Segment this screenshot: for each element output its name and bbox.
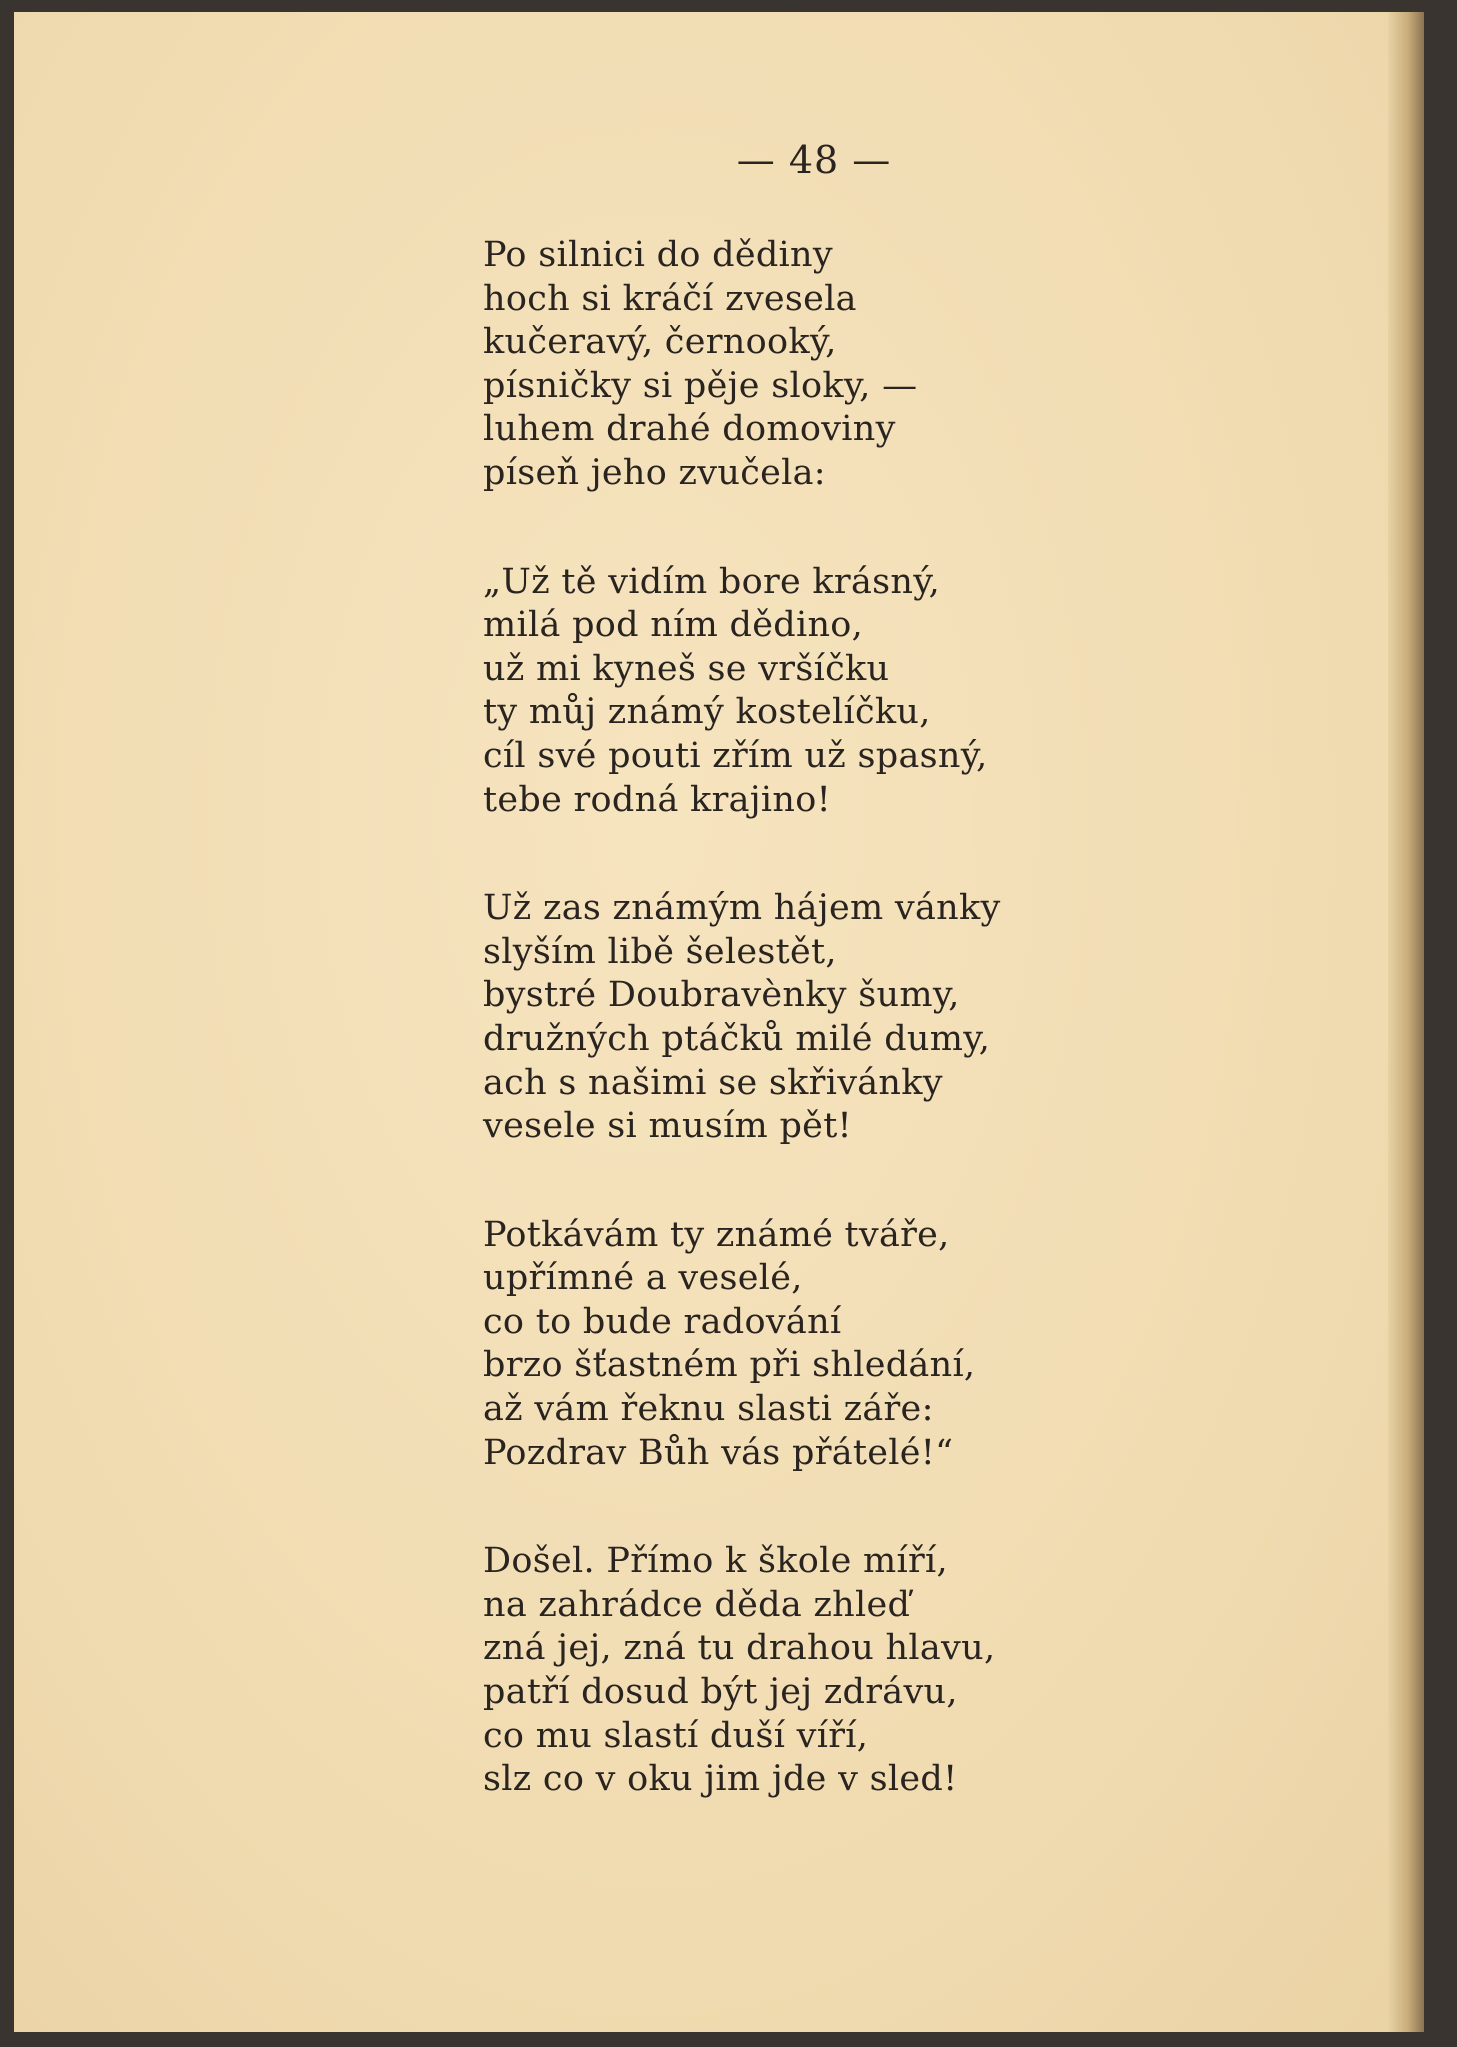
- poem-line: zná jej, zná tu drahou hlavu,: [483, 1628, 996, 1669]
- poem-line: co mu slastí duší víří,: [483, 1715, 869, 1756]
- poem-line: písničky si pěje sloky, —: [483, 365, 918, 406]
- stanza-5: [483, 1540, 1001, 1802]
- poem-line: tebe rodná krajino!: [483, 779, 831, 820]
- stanza-1: [483, 234, 1001, 496]
- poem-line: slz co v oku jim jde v sled!: [483, 1759, 958, 1800]
- poem-line: patří dosud být jej zdrávu,: [483, 1672, 958, 1713]
- page-number: — 48 —: [736, 138, 892, 182]
- poem-line: kučeravý, černooký,: [483, 322, 837, 363]
- poem-line: upřímné a veselé,: [483, 1258, 803, 1299]
- poem-line: slyším libě šelestět,: [483, 931, 837, 972]
- poem-line: až vám řeknu slasti záře:: [483, 1389, 934, 1430]
- poem-line: luhem drahé domoviny: [483, 409, 896, 450]
- stanza-3: [483, 887, 1001, 1149]
- poem-line: na zahrádce děda zhleď: [483, 1584, 911, 1625]
- poem-line: ty můj známý kostelíčku,: [483, 692, 931, 733]
- poem: [483, 234, 1001, 1802]
- book-page: [14, 12, 1424, 2032]
- poem-line: ach s našimi se skřivánky: [483, 1062, 943, 1103]
- poem-line: Po silnici do dědiny: [483, 235, 833, 275]
- poem-line: už mi kyneš se vršíčku: [483, 648, 890, 689]
- poem-line: píseň jeho zvučela:: [483, 452, 826, 493]
- poem-line: Došel. Přímo k škole míří,: [483, 1541, 948, 1582]
- poem-line: hoch si kráčí zvesela: [483, 278, 857, 319]
- poem-line: Potkávám ty známé tváře,: [483, 1214, 950, 1255]
- page-edge-shadow: [1388, 12, 1424, 2032]
- stanza-4: [483, 1214, 1001, 1476]
- poem-line: brzo šťastném při shledání,: [483, 1345, 976, 1386]
- poem-line: co to bude radování: [483, 1301, 842, 1342]
- poem-line: družných ptáčků milé dumy,: [483, 1018, 991, 1059]
- poem-line: milá pod ním dědino,: [483, 605, 864, 646]
- poem-line: „Už tě vidím bore krásný,: [483, 561, 941, 602]
- poem-line: Pozdrav Bůh vás přátelé!“: [483, 1432, 954, 1473]
- poem-line: cíl své pouti zřím už spasný,: [483, 735, 988, 776]
- poem-line: Už zas známým hájem vánky: [483, 888, 1001, 929]
- poem-line: vesele si musím pět!: [483, 1106, 852, 1147]
- stanza-2: [483, 561, 1001, 823]
- poem-line: bystré Doubravènky šumy,: [483, 975, 960, 1016]
